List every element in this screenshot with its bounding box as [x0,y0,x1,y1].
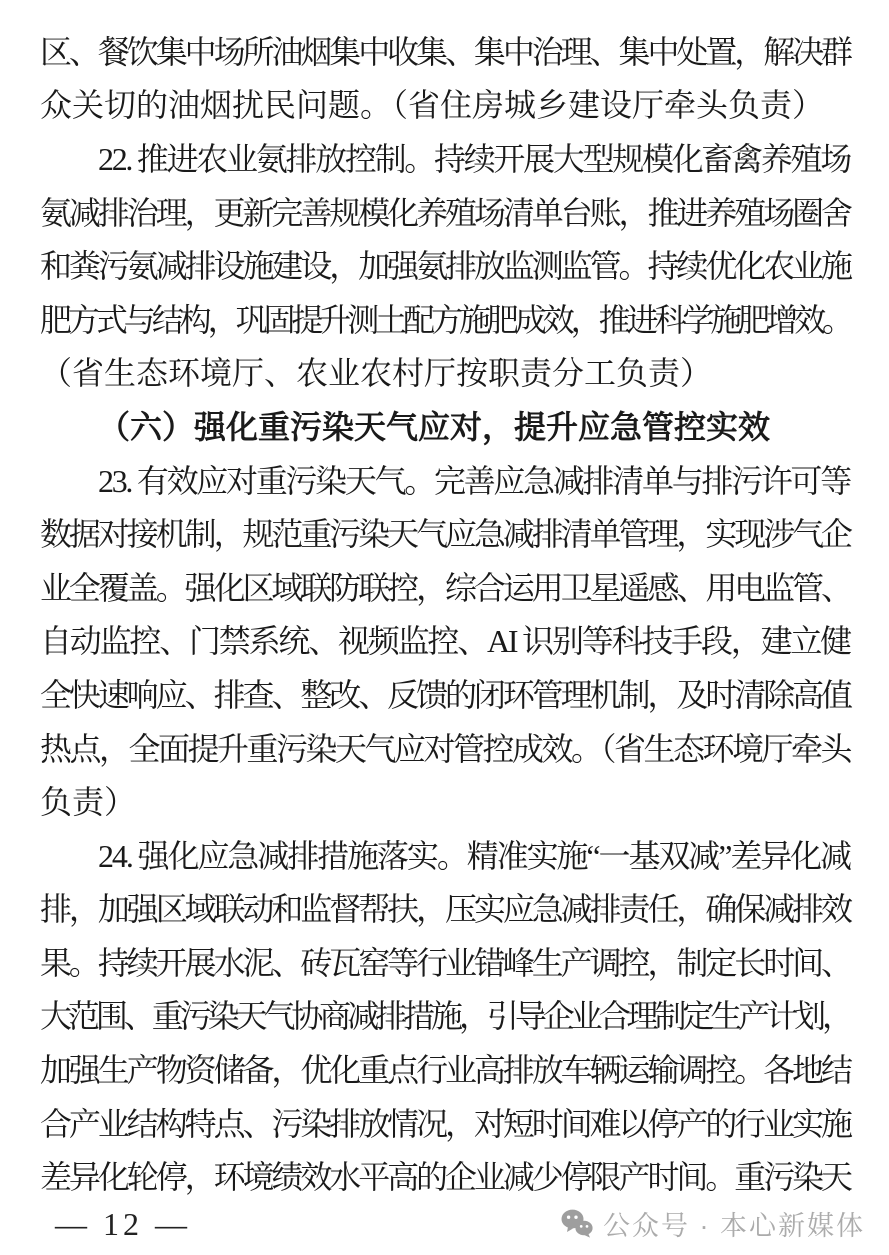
text-line: 数据对接机制，规范重污染天气应急减排清单管理，实现涉气企 [40,516,850,553]
wechat-icon [561,1209,593,1238]
text-line: 差异化轮停，环境绩效水平高的企业减少停限产时间。重污染天 [40,1159,850,1196]
page-number: — 12 — [55,1206,191,1242]
text-line: 氨减排治理，更新完善规模化养殖场清单台账，推进养殖场圈舍 [40,194,850,231]
text-line: 果。持续开展水泥、砖瓦窑等行业错峰生产调控，制定长时间、 [40,944,850,981]
text-line: 合产业结构特点、污染排放情况，对短时间难以停产的行业实施 [40,1105,850,1142]
paragraph-start-line: 22. 推进农业氨排放控制。持续开展大型规模化畜禽养殖场 [98,140,850,177]
watermark-text: 公众号 · 本心新媒体 [603,1211,865,1241]
text-line: 众关切的油烟扰民问题。（省住房城乡建设厅牵头负责） [40,87,825,124]
paragraph-start-line: 24. 强化应急减排措施落实。精准实施“一基双减”差异化减 [98,837,850,874]
text-line: 大范围、重污染天气协商减排措施，引导企业合理制定生产计划， [40,998,850,1035]
text-line: 负责） [40,784,137,821]
text-line: 排，加强区域联动和监督帮扶，压实应急减排责任，确保减排效 [40,891,850,928]
text-line: 加强生产物资储备，优化重点行业高排放车辆运输调控。各地结 [40,1052,850,1089]
document-body [40,23,850,1202]
text-line: 热点，全面提升重污染天气应对管控成效。（省生态环境厅牵头 [40,730,850,767]
text-line: 区、餐饮集中场所油烟集中收集、集中治理、集中处置，解决群 [40,33,850,70]
watermark [561,1204,865,1243]
text-line: 自动监控、门禁系统、视频监控、AI 识别等科技手段，建立健 [40,623,850,660]
text-line: 全快速响应、排查、整改、反馈的闭环管理机制，及时清除高值 [40,676,850,713]
text-line: 和粪污氨减排设施建设，加强氨排放监测监管。持续优化农业施 [40,248,850,285]
text-line: 肥方式与结构，巩固提升测土配方施肥成效，推进科学施肥增效。 [40,301,850,338]
text-line: 业全覆盖。强化区域联防联控，综合运用卫星遥感、用电监管、 [40,569,850,606]
page-footer [0,1198,889,1244]
paragraph-start-line: 23. 有效应对重污染天气。完善应急减排清单与排污许可等 [98,462,850,499]
text-line: （省生态环境厅、农业农村厅按职责分工负责） [40,355,713,392]
section-heading: （六）强化重污染天气应对，提升应急管控实效 [98,408,771,445]
